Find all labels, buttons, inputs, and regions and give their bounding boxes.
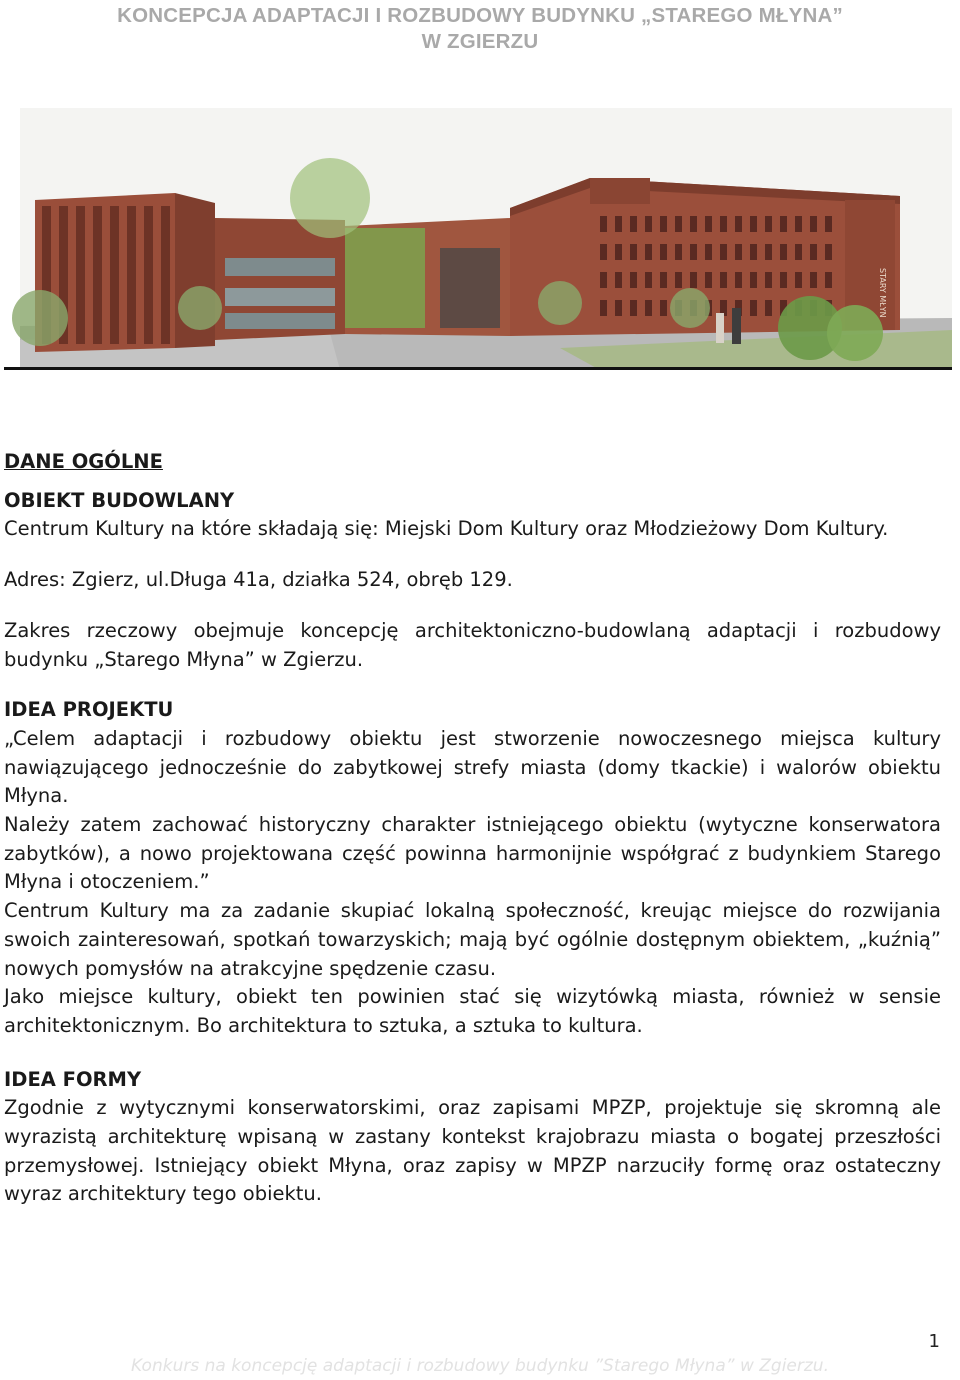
heading-general-data: DANE OGÓLNE [4, 450, 163, 473]
image-bottom-rule [4, 367, 952, 370]
idea-paragraph-3: Centrum Kultury ma za zadanie skupiać lokalną społeczność, kreując miejsce do rozwijania swoich zainteresowań, spotkań towarzyskich; mają być ogólnie dostępnym obiektem, „kuźnią” nowych pomysłów na atrakcyjne spędzenie czasu. [4, 899, 941, 980]
idea-paragraph-1: „Celem adaptacji i rozbudowy obiektu jest stworzenie nowoczesnego miejsca kultury nawiązującego jednocześnie do zabytkowej strefy miasta (domy tkackie) i walorów obiektu Młyna. [4, 726, 941, 808]
form-paragraph: Zgodnie z wytycznymi konserwatorskimi, oraz zapisami MPZP, projektuje się skromną ale wyrazistą architekturę wpisaną w zastany kontekst krajobrazu miasta o bogatej przeszłości przemysłowej. Istniejący obiekt Młyna, oraz zapisy w MPZP narzuciły formę oraz ostateczny wyraz architektury tego obiektu. [4, 1096, 941, 1206]
header-title-line-1: KONCEPCJA ADAPTACJI I ROZBUDOWY BUDYNKU „STAREGO MŁYNA” [117, 4, 843, 27]
building-address: Adres: Zgierz, ul.Długa 41a, działka 524, obręb 129. [4, 568, 513, 592]
architectural-rendering [0, 108, 952, 370]
heading-form-idea: IDEA FORMY [4, 1067, 142, 1091]
building-sign: STARY MŁYN [878, 268, 887, 318]
document-body [4, 448, 941, 1209]
idea-paragraph-4: Jako miejsce kultury, obiekt ten powinien stać się wizytówką miasta, również w sensie architektonicznym. Bo architektura to sztuka, a sztuka to kultura. [4, 985, 941, 1037]
building-scope: Zakres rzeczowy obejmuje koncepcję architektoniczno-budowlaną adaptacji i rozbudowy budynku „Starego Młyna” w Zgierzu. [4, 618, 941, 671]
heading-building: OBIEKT BUDOWLANY [4, 488, 235, 512]
heading-project-idea: IDEA PROJEKTU [4, 698, 174, 722]
header-title-line-2: W ZGIERZU [421, 30, 539, 53]
page-footer: Konkurs na koncepcję adaptacji i rozbudowy budynku ”Starego Młyna” w Zgierzu. [131, 1356, 829, 1376]
building-description: Centrum Kultury na które składają się: Miejski Dom Kultury oraz Młodzieżowy Dom Kultury. [4, 517, 889, 541]
idea-paragraph-2: Należy zatem zachować historyczny charakter istniejącego obiektu (wytyczne konserwatora zabytków), a nowo projektowana część powinna harmonijnie współgrać z budynkiem Starego Młyna i otoczeniem.” [4, 813, 941, 894]
page-number: 1 [928, 1331, 940, 1352]
